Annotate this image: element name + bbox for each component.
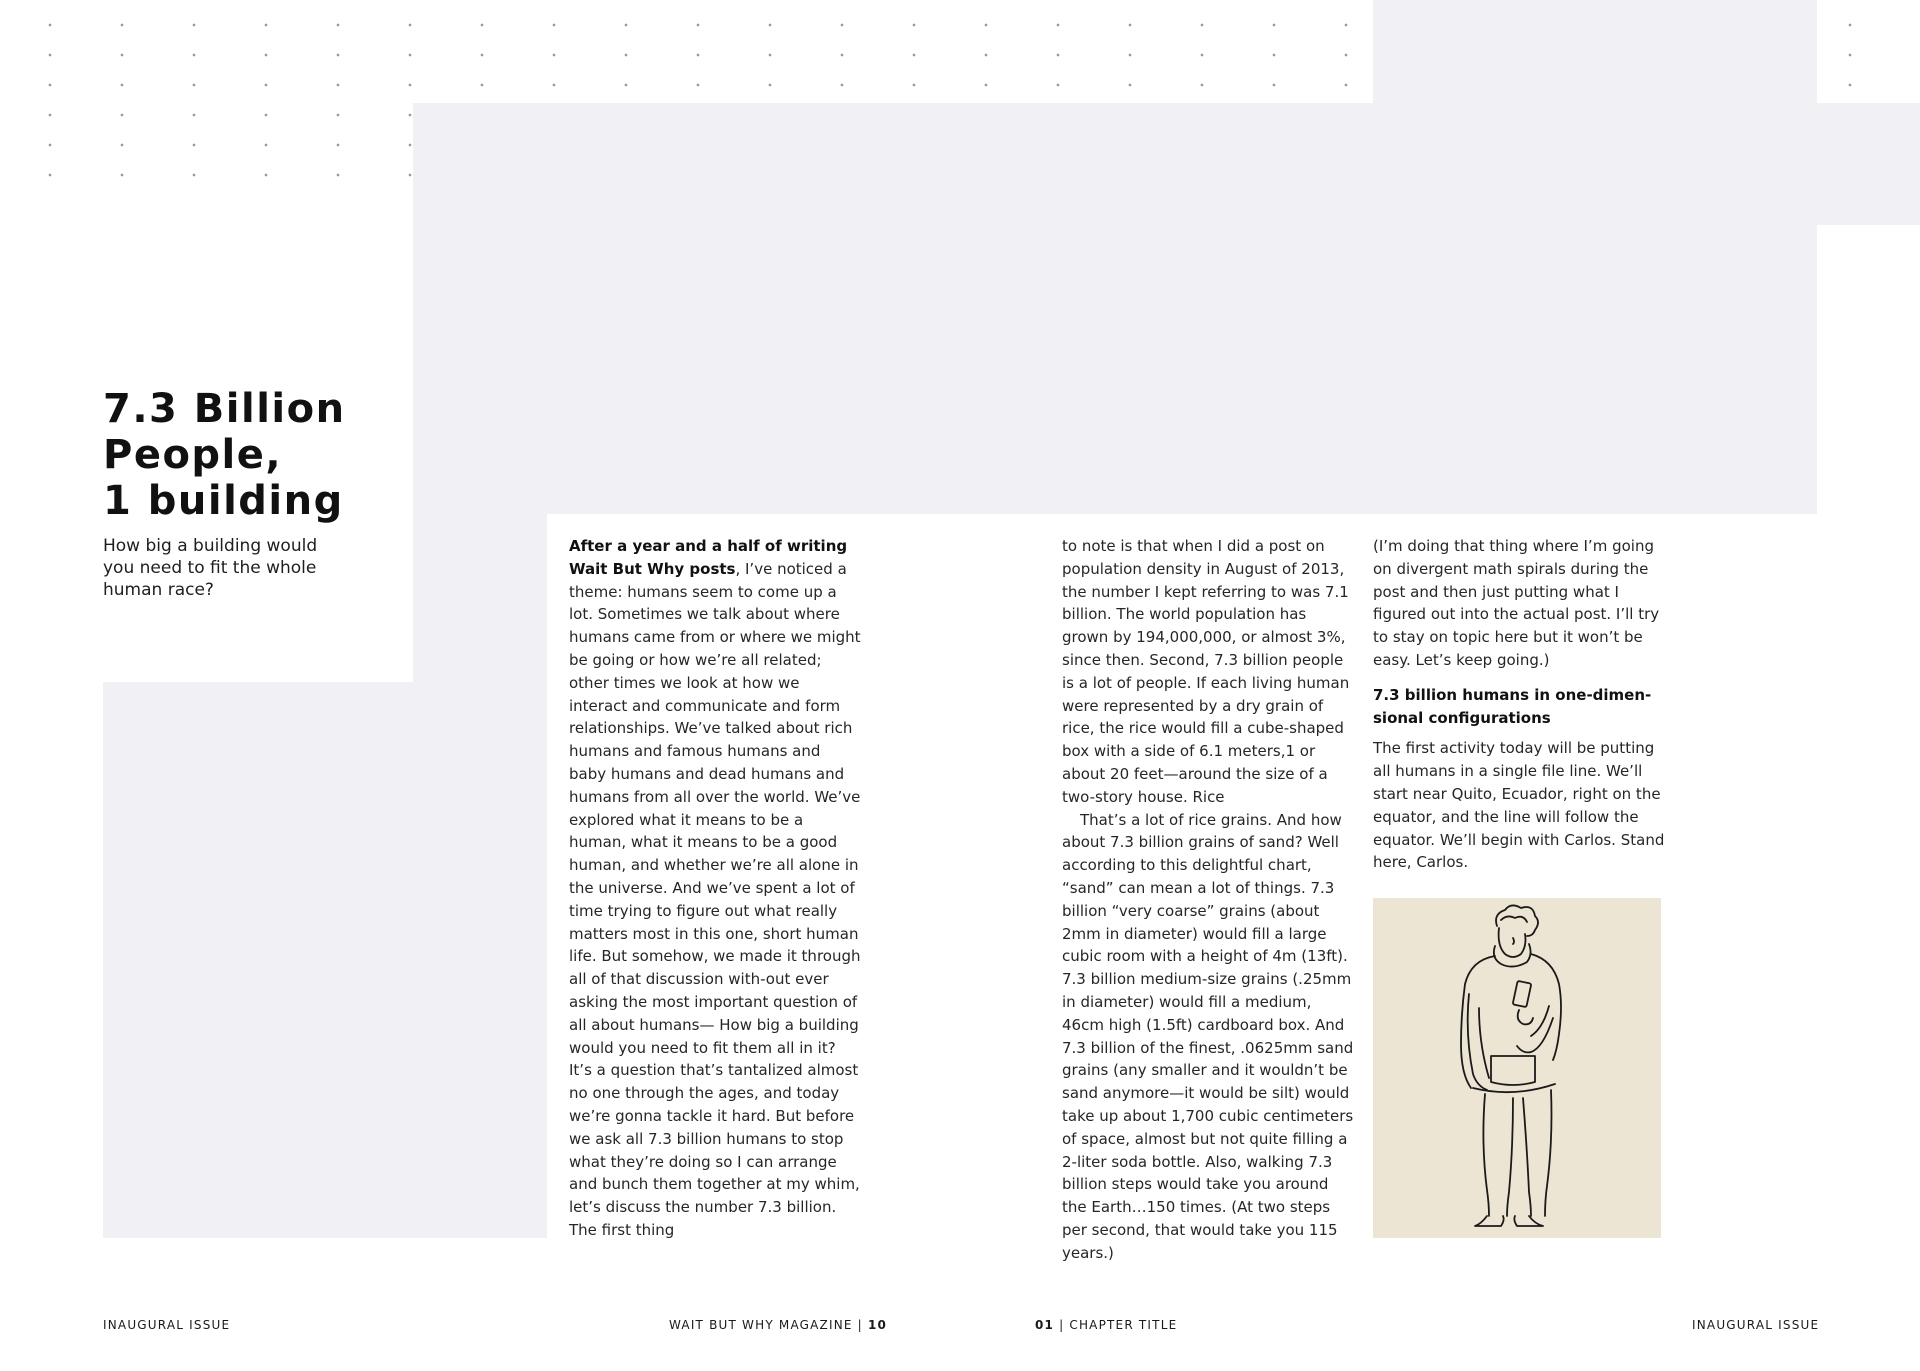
title-line-1: 7.3 Billion bbox=[103, 386, 346, 432]
text-column-2 bbox=[1062, 535, 1356, 1265]
gray-panel-left-join bbox=[413, 514, 547, 1238]
column-2-paragraph-2: That’s a lot of rice grains. And how about 7.3 billion grains of sand? Well according to this delightful chart, “sand” can mean a lot of things. 7.3 billion “very coarse” grains (about 2mm in diameter) would fill a large cubic room with a height of 4m (13ft). 7.3 billion medium-size grains (.25mm in diameter) would fill a medium, 46cm high (1.5ft) cardboard box. And 7.3 billion of the finest, .0625mm sand grains (any smaller and it wouldn’t be sand anymore—it would be silt) would take up about 1,700 cubic centimeters of space, almost but not quite filling a 2-liter soda bottle. Also, walking 7.3 billion steps would take you around the Earth…150 times. (At two steps per second, that would take you 115 years.) bbox=[1062, 810, 1354, 1262]
column-3-paragraph-2: The first activity today will be putting all humans in a single file line. We’ll start near Quito, Ecuador, right on the equator, and the line will follow the equator. We’ll begin with Carlos. Stand here, Carlos. bbox=[1373, 739, 1665, 872]
lead-in-text: After a year and a half of writing Wait But Why posts bbox=[569, 537, 848, 578]
footer-magazine-name: WAIT BUT WHY MAGAZINE | bbox=[669, 1318, 868, 1332]
title-line-3: 1 building bbox=[103, 478, 344, 524]
footer-chapter-number: 01 bbox=[1035, 1318, 1055, 1332]
text-column-3 bbox=[1373, 535, 1665, 874]
column-3-paragraph-1: (I’m doing that thing where I’m going on divergent math spirals during the post and then just putting what I figured out into the actual post. I’ll try to stay on topic here but it won’t be easy. Let’s keep going.) bbox=[1373, 537, 1660, 669]
footer-chapter bbox=[1035, 1318, 1177, 1332]
gray-panel-far-right bbox=[1817, 103, 1920, 225]
footer-chapter-title: | CHAPTER TITLE bbox=[1054, 1318, 1178, 1332]
footer-right: INAUGURAL ISSUE bbox=[1692, 1318, 1820, 1332]
gray-panel-left bbox=[103, 682, 413, 1238]
gray-panel-top-center bbox=[413, 103, 1817, 514]
column-2-paragraph-1: to note is that when I did a post on population density in August of 2013, the number I kept referring to was 7.1 billion. The world population has grown by 194,000,000, or almost 3%, since then. Second, 7.3 billion people is a lot of people. If each living human were represented by a dry grain of rice, the rice would fill a cube-shaped box with a side of 6.1 meters,1 or about 20 feet—around the size of a two-story house. Rice bbox=[1062, 537, 1350, 806]
article-title bbox=[103, 386, 346, 524]
article-subtitle: How big a building would you need to fit the whole human race? bbox=[103, 536, 318, 600]
title-line-2: People, bbox=[103, 432, 283, 478]
man-with-phone-icon bbox=[1373, 898, 1661, 1238]
gray-panel-top-right bbox=[1373, 0, 1817, 103]
section-heading: 7.3 billion humans in one-dimen-sional configurations bbox=[1373, 685, 1652, 727]
footer-magazine-page bbox=[669, 1318, 887, 1332]
man-with-phone-illustration bbox=[1373, 898, 1661, 1238]
footer-left: INAUGURAL ISSUE bbox=[103, 1318, 231, 1332]
text-column-1 bbox=[569, 535, 861, 1242]
column-1-paragraph bbox=[569, 535, 861, 1242]
column-1-body: , I’ve noticed a theme: humans seem to come up a lot. Sometimes we talk about where humans came from or where we might be going or how we’re all related; other times we look at how we interact and communicate and form relationships. We’ve talked about rich humans and famous humans and baby humans and dead humans and humans from all over the world. We’ve explored what it means to be a human, what it means to be a good human, and whether we’re all alone in the universe. And we’ve spent a lot of time trying to figure out what really matters most in this one, short human life. But somehow, we made it through all of that discussion with-out ever asking the most important question of all about humans— How big a building would you need to fit them all in it? It’s a question that’s tantalized almost no one through the ages, and today we’re gonna tackle it hard. But before we ask all 7.3 billion humans to stop what they’re doing so I can arrange and bunch them together at my whim, let’s discuss the number 7.3 billion. The first thing bbox=[569, 559, 861, 1239]
footer-page-number: 10 bbox=[867, 1318, 888, 1332]
